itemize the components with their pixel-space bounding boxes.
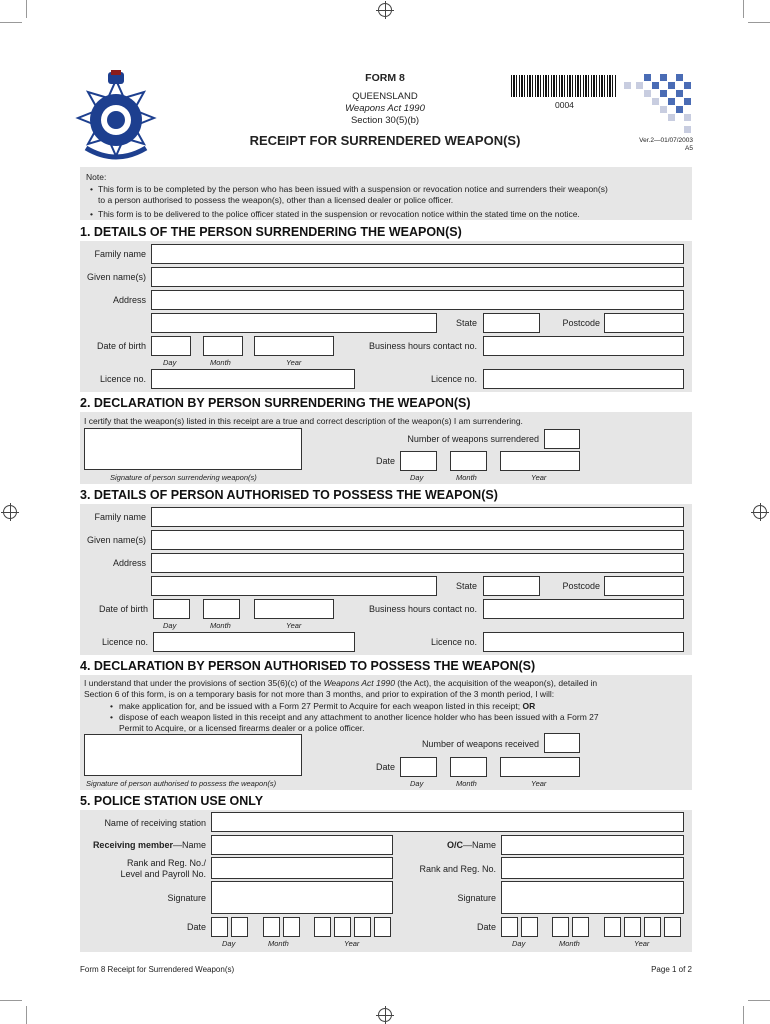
- date-year-field[interactable]: [500, 451, 580, 471]
- registration-mark-icon: [3, 505, 17, 519]
- postcode-field[interactable]: [604, 313, 684, 333]
- postcode-label: Postcode: [562, 318, 600, 328]
- version-label: Ver.2—01/07/2003: [639, 137, 693, 144]
- registration-mark-icon: [378, 3, 392, 17]
- signature-authorised-caption: Signature of person authorised to possess the weapon(s): [86, 779, 277, 788]
- crop-mark: [26, 0, 27, 18]
- section-1-title: 1. DETAILS OF THE PERSON SURRENDERING THE WEAPON(S): [80, 225, 462, 239]
- business-phone-label: Business hours contact no.: [368, 604, 477, 614]
- note-heading: Note:: [86, 172, 107, 182]
- receiving-member-label: Receiving member—Name: [92, 840, 206, 850]
- declaration-text-line-2: Section 6 of this form, is on a temporary basis for not more than 3 months, and prior to expiration of the 3 month period, I will:: [84, 689, 555, 699]
- date-digit-field[interactable]: [624, 917, 641, 937]
- day-caption: Day: [163, 621, 177, 630]
- section-ref: Section 30(5)(b): [350, 115, 420, 126]
- date-digit-field[interactable]: [521, 917, 538, 937]
- date-day-field[interactable]: [400, 451, 437, 471]
- date-digit-field[interactable]: [263, 917, 280, 937]
- month-caption: Month: [210, 358, 231, 367]
- signature-surrendering-field[interactable]: [84, 428, 302, 470]
- family-name-field[interactable]: [151, 244, 684, 264]
- crop-mark: [0, 1000, 22, 1001]
- signature-right-label: Signature: [457, 893, 496, 903]
- licence-no-2-label: Licence no.: [430, 637, 477, 647]
- crop-mark: [748, 22, 770, 23]
- family-name-label: Family name: [94, 249, 146, 259]
- rank-payroll-field[interactable]: [211, 857, 393, 879]
- family-name-field[interactable]: [151, 507, 684, 527]
- month-caption: Month: [559, 939, 580, 948]
- date-label: Date: [375, 762, 395, 772]
- section-3-title: 3. DETAILS OF PERSON AUTHORISED TO POSSESS THE WEAPON(S): [80, 488, 498, 502]
- signature-left-label: Signature: [167, 893, 206, 903]
- version-code: A5: [685, 145, 693, 152]
- business-phone-field[interactable]: [483, 599, 684, 619]
- licence-no-field[interactable]: [153, 632, 355, 652]
- date-digit-field[interactable]: [501, 917, 518, 937]
- dob-year-field[interactable]: [254, 336, 334, 356]
- state-label: State: [455, 581, 477, 591]
- business-phone-field[interactable]: [483, 336, 684, 356]
- rank-label-line-1: Rank and Reg. No./: [126, 858, 206, 868]
- registration-mark-icon: [753, 505, 767, 519]
- dob-month-field[interactable]: [203, 336, 243, 356]
- page-title: RECEIPT FOR SURRENDERED WEAPON(S): [249, 133, 521, 148]
- date-day-field[interactable]: [400, 757, 437, 777]
- address-line-2-field[interactable]: [151, 576, 437, 596]
- year-caption: Year: [531, 779, 547, 788]
- mosaic-logo-icon: [624, 74, 692, 134]
- barcode-icon: [511, 75, 617, 97]
- registration-mark-icon: [378, 1008, 392, 1022]
- state-label: QUEENSLAND: [352, 91, 418, 102]
- dob-year-field[interactable]: [254, 599, 334, 619]
- month-caption: Month: [268, 939, 289, 948]
- day-caption: Day: [163, 358, 177, 367]
- number-surrendered-label: Number of weapons surrendered: [407, 434, 539, 444]
- date-digit-field[interactable]: [572, 917, 589, 937]
- date-label: Date: [375, 456, 395, 466]
- receiving-station-field[interactable]: [211, 812, 684, 832]
- section-4-title: 4. DECLARATION BY PERSON AUTHORISED TO POSSESS THE WEAPON(S): [80, 659, 536, 673]
- date-digit-field[interactable]: [644, 917, 661, 937]
- receiving-station-label: Name of receiving station: [104, 818, 206, 828]
- section-2-title: 2. DECLARATION BY PERSON SURRENDERING THE WEAPON(S): [80, 396, 471, 410]
- oc-name-field[interactable]: [501, 835, 684, 855]
- licence-no-label: Licence no.: [101, 637, 148, 647]
- year-caption: Year: [634, 939, 650, 948]
- declaration-bullet-2-line-1: dispose of each weapon listed in this receipt and any attachment to another licence holder who has been issued with a Form 27: [119, 712, 599, 722]
- number-received-field[interactable]: [544, 733, 580, 753]
- address-field[interactable]: [151, 553, 684, 573]
- certify-text: I certify that the weapon(s) listed in this receipt are a true and correct description of the weapon(s) I am surrendering.: [84, 416, 523, 426]
- oc-name-label: O/C—Name: [446, 840, 496, 850]
- crop-mark: [748, 1000, 770, 1001]
- date-digit-field[interactable]: [334, 917, 351, 937]
- declaration-bullet-2-line-2: Permit to Acquire, or a licensed firearms dealer or a police officer.: [119, 723, 365, 733]
- state-label: State: [455, 318, 477, 328]
- day-caption: Day: [410, 779, 424, 788]
- licence-no-label: Licence no.: [99, 374, 146, 384]
- postcode-label: Postcode: [562, 581, 600, 591]
- signature-authorised-field[interactable]: [84, 734, 302, 776]
- declaration-bullet-icon: •: [110, 712, 113, 722]
- crop-mark: [743, 0, 744, 18]
- business-phone-label: Business hours contact no.: [368, 341, 477, 351]
- barcode-number: 0004: [555, 100, 574, 110]
- licence-no-field[interactable]: [151, 369, 355, 389]
- note-bullet-1-line-2: to a person authorised to possess the weapon(s), other than a licensed dealer or police officer.: [98, 195, 454, 205]
- rank-reg-field[interactable]: [501, 857, 684, 879]
- address-field[interactable]: [151, 290, 684, 310]
- dob-label: Date of birth: [96, 341, 146, 351]
- date-digit-field[interactable]: [604, 917, 621, 937]
- signature-right-field[interactable]: [501, 881, 684, 914]
- month-caption: Month: [456, 779, 477, 788]
- given-names-label: Given name(s): [86, 535, 146, 545]
- date-digit-field[interactable]: [664, 917, 681, 937]
- postcode-field[interactable]: [604, 576, 684, 596]
- receiving-member-name-field[interactable]: [211, 835, 393, 855]
- date-digit-field[interactable]: [374, 917, 391, 937]
- month-caption: Month: [210, 621, 231, 630]
- date-digit-field[interactable]: [354, 917, 371, 937]
- given-names-field[interactable]: [151, 530, 684, 550]
- date-digit-field[interactable]: [283, 917, 300, 937]
- address-label: Address: [112, 558, 146, 568]
- note-bullet-icon: •: [90, 184, 93, 194]
- licence-no-2-label: Licence no.: [430, 374, 477, 384]
- licence-no-2-field[interactable]: [483, 369, 684, 389]
- dob-day-field[interactable]: [151, 336, 191, 356]
- month-caption: Month: [456, 473, 477, 482]
- date-month-field[interactable]: [450, 757, 487, 777]
- footer-form-name: Form 8 Receipt for Surrendered Weapon(s): [80, 965, 235, 974]
- dob-day-field[interactable]: [153, 599, 190, 619]
- crop-mark: [743, 1006, 744, 1024]
- date-digit-field[interactable]: [552, 917, 569, 937]
- day-caption: Day: [410, 473, 424, 482]
- date-digit-field[interactable]: [231, 917, 248, 937]
- date-month-field[interactable]: [450, 451, 487, 471]
- signature-left-field[interactable]: [211, 881, 393, 914]
- crop-mark: [0, 22, 22, 23]
- date-year-field[interactable]: [500, 757, 580, 777]
- dob-month-field[interactable]: [203, 599, 240, 619]
- rank-reg-label: Rank and Reg. No.: [419, 864, 496, 874]
- note-bullet-2: This form is to be delivered to the police officer stated in the suspension or revocation notice within the stated time on the notice.: [98, 209, 580, 219]
- licence-no-2-field[interactable]: [483, 632, 684, 652]
- signature-surrendering-caption: Signature of person surrendering weapon(s): [110, 473, 257, 482]
- address-label: Address: [112, 295, 146, 305]
- day-caption: Day: [512, 939, 526, 948]
- date-digit-field[interactable]: [314, 917, 331, 937]
- year-caption: Year: [286, 621, 302, 630]
- declaration-bullet-1: make application for, and be issued with a Form 27 Permit to Acquire for each weapon listed in this receipt; OR: [119, 701, 536, 711]
- address-line-2-field[interactable]: [151, 313, 437, 333]
- number-received-label: Number of weapons received: [421, 739, 539, 749]
- form-number: FORM 8: [365, 72, 405, 84]
- declaration-bullet-icon: •: [110, 701, 113, 711]
- date-left-label: Date: [186, 922, 206, 932]
- page-number: Page 1 of 2: [651, 965, 692, 974]
- day-caption: Day: [222, 939, 236, 948]
- state-field[interactable]: [483, 313, 540, 333]
- number-surrendered-field[interactable]: [544, 429, 580, 449]
- state-field[interactable]: [483, 576, 540, 596]
- rank-label-line-2: Level and Payroll No.: [120, 869, 206, 879]
- declaration-text-line-1: I understand that under the provisions of section 35(6)(c) of the Weapons Act 1990 (the Act), the acquisition of the weapon(s), detailed in: [84, 678, 598, 688]
- date-digit-field[interactable]: [211, 917, 228, 937]
- note-bullet-icon: •: [90, 209, 93, 219]
- dob-label: Date of birth: [98, 604, 148, 614]
- year-caption: Year: [531, 473, 547, 482]
- year-caption: Year: [344, 939, 360, 948]
- given-names-label: Given name(s): [86, 272, 146, 282]
- given-names-field[interactable]: [151, 267, 684, 287]
- year-caption: Year: [286, 358, 302, 367]
- act-name: Weapons Act 1990: [345, 103, 425, 114]
- crop-mark: [26, 1006, 27, 1024]
- family-name-label: Family name: [94, 512, 146, 522]
- date-right-label: Date: [476, 922, 496, 932]
- note-bullet-1-line-1: This form is to be completed by the person who has been issued with a suspension or revocation notice and surrenders their weapon(s): [98, 184, 608, 194]
- section-5-title: 5. POLICE STATION USE ONLY: [80, 794, 264, 808]
